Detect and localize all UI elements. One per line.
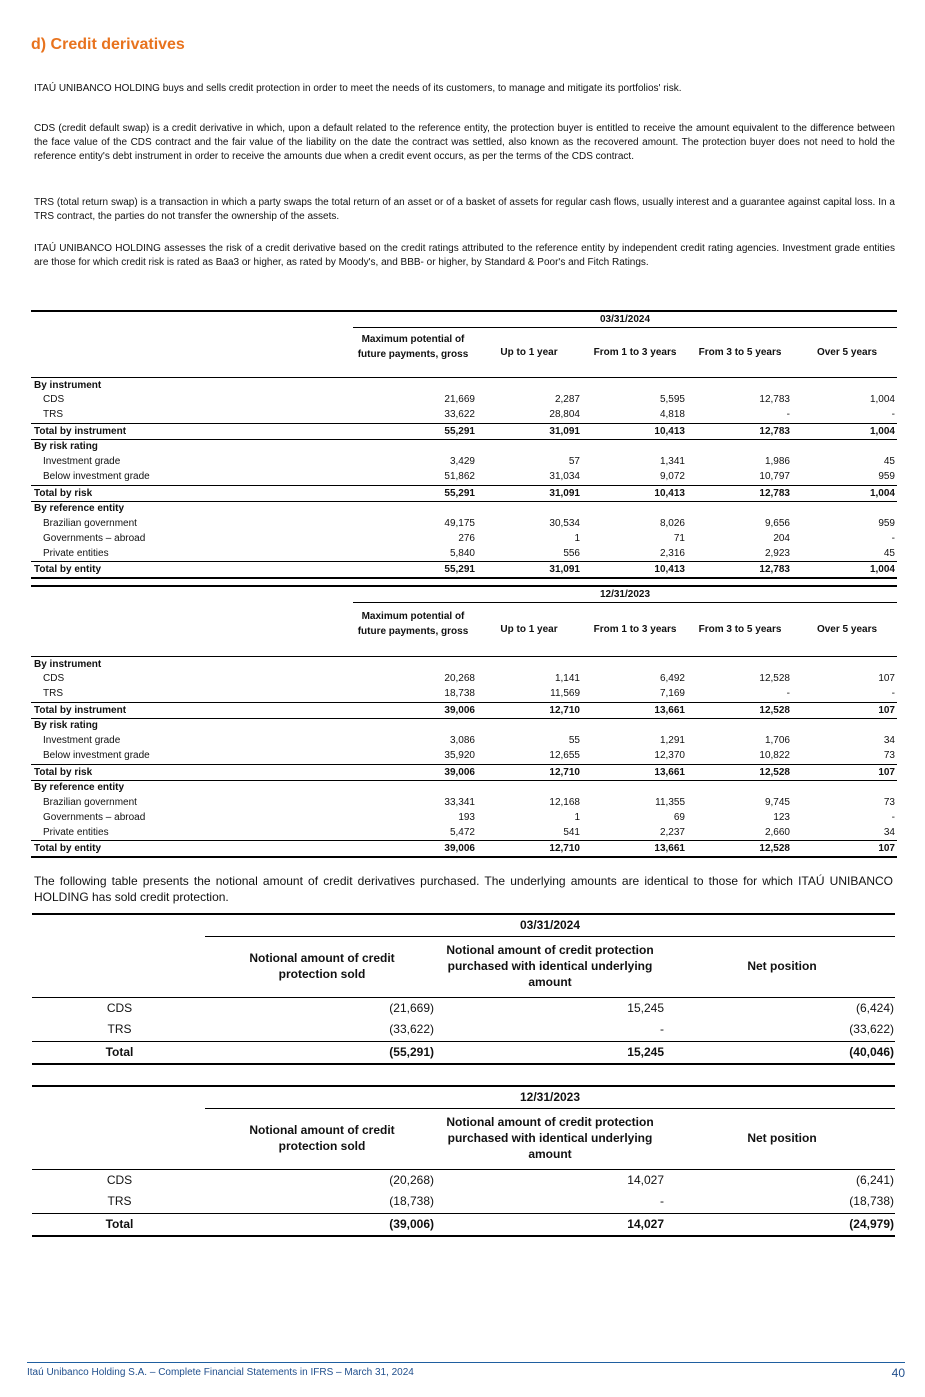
table-row: TRS (18,738) - (18,738) [107,1194,894,1208]
table-row: Brazilian government 49,175 30,534 8,026 9,656 959 [43,518,895,529]
page-footer [27,1362,905,1380]
group-header: By instrument [31,377,897,393]
section-title: d) Credit derivatives [31,36,185,53]
col-header-net: Net position [747,959,817,973]
paragraph-intro: ITAÚ UNIBANCO HOLDING buys and sells credit protection in order to meet the needs of its customers, to manage and mitigate its portfolios' risk. [34,83,682,94]
group-header: By reference entity [34,782,125,793]
total-row: Total by entity 39,006 12,710 13,661 12,528 107 [31,840,897,858]
notional-intro: The following table presents the notional amount of credit derivatives purchased. The underlying amounts are identical to those for which ITAÚ UNIBANCO HOLDING has sold credit protection. [34,874,893,904]
col-header-net: Net position [747,1131,817,1145]
table-row: CDS (20,268) 14,027 (6,241) [32,1169,895,1191]
table-row: TRS (33,622) - (33,622) [107,1022,894,1036]
col-header-1-3: From 1 to 3 years [593,347,677,358]
table-row: Private entities 5,840 556 2,316 2,923 45 [43,548,895,559]
table-date: 03/31/2024 [599,314,651,325]
group-header: By risk rating [34,720,98,731]
paragraph-trs: TRS (total return swap) is a transaction in which a party swaps the total return of an asset or of a basket of assets for regular cash flows, usually interest and a guarantee against capital loss. In a TRS contract, the parties do not transfer the ownership of the assets. [34,197,895,222]
col-header-3-5: From 3 to 5 years [698,624,782,635]
table-row: TRS 18,738 11,569 7,169 - - [43,688,895,699]
table-row: CDS (21,669) 15,245 (6,424) [32,997,895,1019]
col-header-1-3: From 1 to 3 years [593,624,677,635]
col-header-sold: Notional amount of credit protection sold [249,1123,395,1153]
table-row: TRS 33,622 28,804 4,818 - - [43,409,895,420]
group-header: By reference entity [34,503,125,514]
table-row: CDS 21,669 2,287 5,595 12,783 1,004 [43,394,895,405]
footer-text: Itaú Unibanco Holding S.A. – Complete Financial Statements in IFRS – March 31, 2024 [27,1367,414,1378]
total-row: Total by instrument 55,291 31,091 10,413 12,783 1,004 [31,423,897,440]
paragraph-ratings: ITAÚ UNIBANCO HOLDING assesses the risk of a credit derivative based on the credit ratings attributed to the reference entity by independent credit rating agencies. Investment grade entities are those for which credit risk is rated as Baa3 or higher, as rated by Moody's, and BBB- or higher, by Standard & Poor's and Fitch Ratings. [34,243,895,268]
col-header-over-5: Over 5 years [816,624,878,635]
table-row: Investment grade 3,086 55 1,291 1,706 34 [43,735,895,746]
col-header-3-5: From 3 to 5 years [698,347,782,358]
total-row: Total by risk 39,006 12,710 13,661 12,528 107 [31,764,897,781]
table-row: Private entities 5,472 541 2,237 2,660 34 [43,827,895,838]
col-header-up-to-1: Up to 1 year [500,624,558,635]
total-row: Total (55,291) 15,245 (40,046) [32,1041,895,1065]
total-row: Total by instrument 39,006 12,710 13,661 12,528 107 [31,702,897,719]
paragraph-cds: CDS (credit default swap) is a credit derivative in which, upon a default related to the reference entity, the protection buyer is entitled to receive the amount equivalent to the difference between the face value of the CDS contract and the fair value of the liability on the date the contract was settled, also known as the recovered amount. The protection buyer does not need to hold the reference entity's debt instrument in order to receive the amounts due when a credit event occurs, as per the terms of the CDS contract. [34,123,895,162]
table-row: Investment grade 3,429 57 1,341 1,986 45 [43,456,895,467]
col-header-sold: Notional amount of credit protection sold [249,951,395,981]
table-row: Governments – abroad 193 1 69 123 - [43,812,895,823]
group-header: By risk rating [34,441,98,452]
page-number: 40 [891,1366,905,1380]
col-header-over-5: Over 5 years [816,347,878,358]
col-header-max-potential: Maximum potential of future payments, gross [357,334,469,360]
col-header-purchased: Notional amount of credit protection purchased with identical underlying amount [446,1115,654,1161]
total-row: Total by entity 55,291 31,091 10,413 12,783 1,004 [31,561,897,579]
table-date: 12/31/2023 [599,589,651,600]
table-date: 03/31/2024 [519,918,581,932]
table-date: 12/31/2023 [519,1090,581,1104]
table-row: Below investment grade 35,920 12,655 12,370 10,822 73 [43,750,895,761]
total-row: Total (39,006) 14,027 (24,979) [32,1213,895,1237]
table-row: CDS 20,268 1,141 6,492 12,528 107 [43,673,895,684]
col-header-max-potential: Maximum potential of future payments, gross [357,611,469,637]
table-row: Below investment grade 51,862 31,034 9,072 10,797 959 [43,471,895,482]
table-row: Brazilian government 33,341 12,168 11,355 9,745 73 [43,797,895,808]
col-header-purchased: Notional amount of credit protection purchased with identical underlying amount [446,943,654,989]
total-row: Total by risk 55,291 31,091 10,413 12,783 1,004 [31,485,897,502]
group-header: By instrument [31,656,897,672]
table-row: Governments – abroad 276 1 71 204 - [43,533,895,544]
col-header-up-to-1: Up to 1 year [500,347,558,358]
